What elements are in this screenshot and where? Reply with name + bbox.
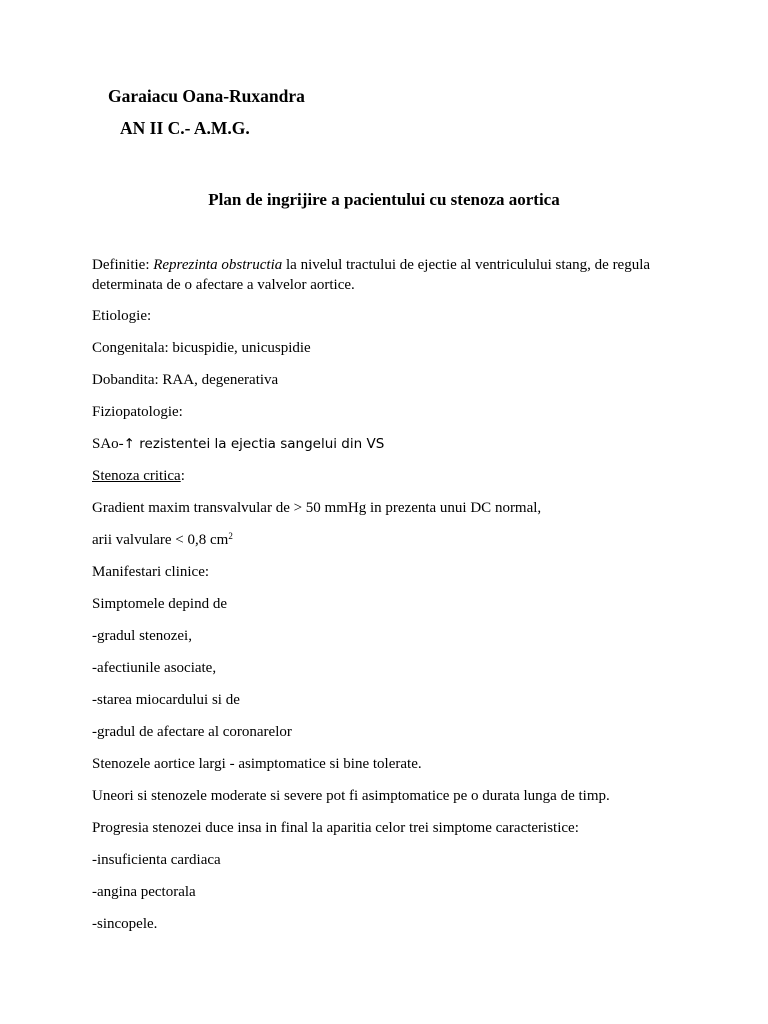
clinical-large-stenosis: Stenozele aortice largi - asimptomatice si bine tolerate. xyxy=(92,756,422,772)
critical-heading-line xyxy=(92,466,692,486)
symptom-item: -insuficienta cardiaca xyxy=(92,852,221,868)
physiopathology-heading: Fiziopatologie: xyxy=(92,404,183,420)
critical-area-line xyxy=(92,530,692,550)
physiopathology-line xyxy=(92,434,692,454)
list-item: -starea miocardului si de xyxy=(92,692,240,708)
critical-area: arii valvulare < 0,8 cm xyxy=(92,532,229,548)
symptom-item: -angina pectorala xyxy=(92,884,196,900)
etiology-acquired: Dobandita: RAA, degenerativa xyxy=(92,372,279,388)
clinical-progression: Progresia stenozei duce insa in final la aparitia celor trei simptome caracteristice: xyxy=(92,820,579,836)
critical-gradient: Gradient maxim transvalvular de > 50 mmHg in prezenta unui DC normal, xyxy=(92,500,542,516)
definition-text: la nivelul tractului de ejectie al ventriculului stang, de regula determinata de o afectare a valvelor aortice. xyxy=(92,257,651,293)
etiology-heading: Etiologie: xyxy=(92,308,152,324)
document-body xyxy=(92,255,692,946)
critical-heading: Stenoza critica xyxy=(92,468,181,484)
definition-emphasis: Reprezinta obstructia xyxy=(153,257,283,273)
clinical-moderate-stenosis: Uneori si stenozele moderate si severe pot fi asimptomatice pe o durata lunga de timp. xyxy=(92,788,610,804)
definition-label: Definitie: xyxy=(92,257,154,273)
list-item: -gradul stenozei, xyxy=(92,628,192,644)
author-name: Garaiacu Oana-Ruxandra xyxy=(108,86,305,106)
physiopathology-prefix: SAo- xyxy=(92,436,124,452)
critical-colon: : xyxy=(180,468,185,484)
physiopathology-text: rezistentei la ejectia sangelui din VS xyxy=(134,436,385,452)
symptom-item: -sincopele. xyxy=(92,916,158,932)
course-line: AN II C.- A.M.G. xyxy=(120,118,250,138)
list-item: -afectiunile asociate, xyxy=(92,660,217,676)
arrow-up-icon: ↑ xyxy=(123,436,135,452)
clinical-intro: Simptomele depind de xyxy=(92,596,227,612)
list-item: -gradul de afectare al coronarelor xyxy=(92,724,292,740)
definition-paragraph xyxy=(92,255,692,295)
critical-area-superscript: 2 xyxy=(228,531,233,541)
etiology-congenital: Congenitala: bicuspidie, unicuspidie xyxy=(92,340,311,356)
document-title: Plan de ingrijire a pacientului cu stenoza aortica xyxy=(208,190,560,209)
clinical-heading: Manifestari clinice: xyxy=(92,564,210,580)
